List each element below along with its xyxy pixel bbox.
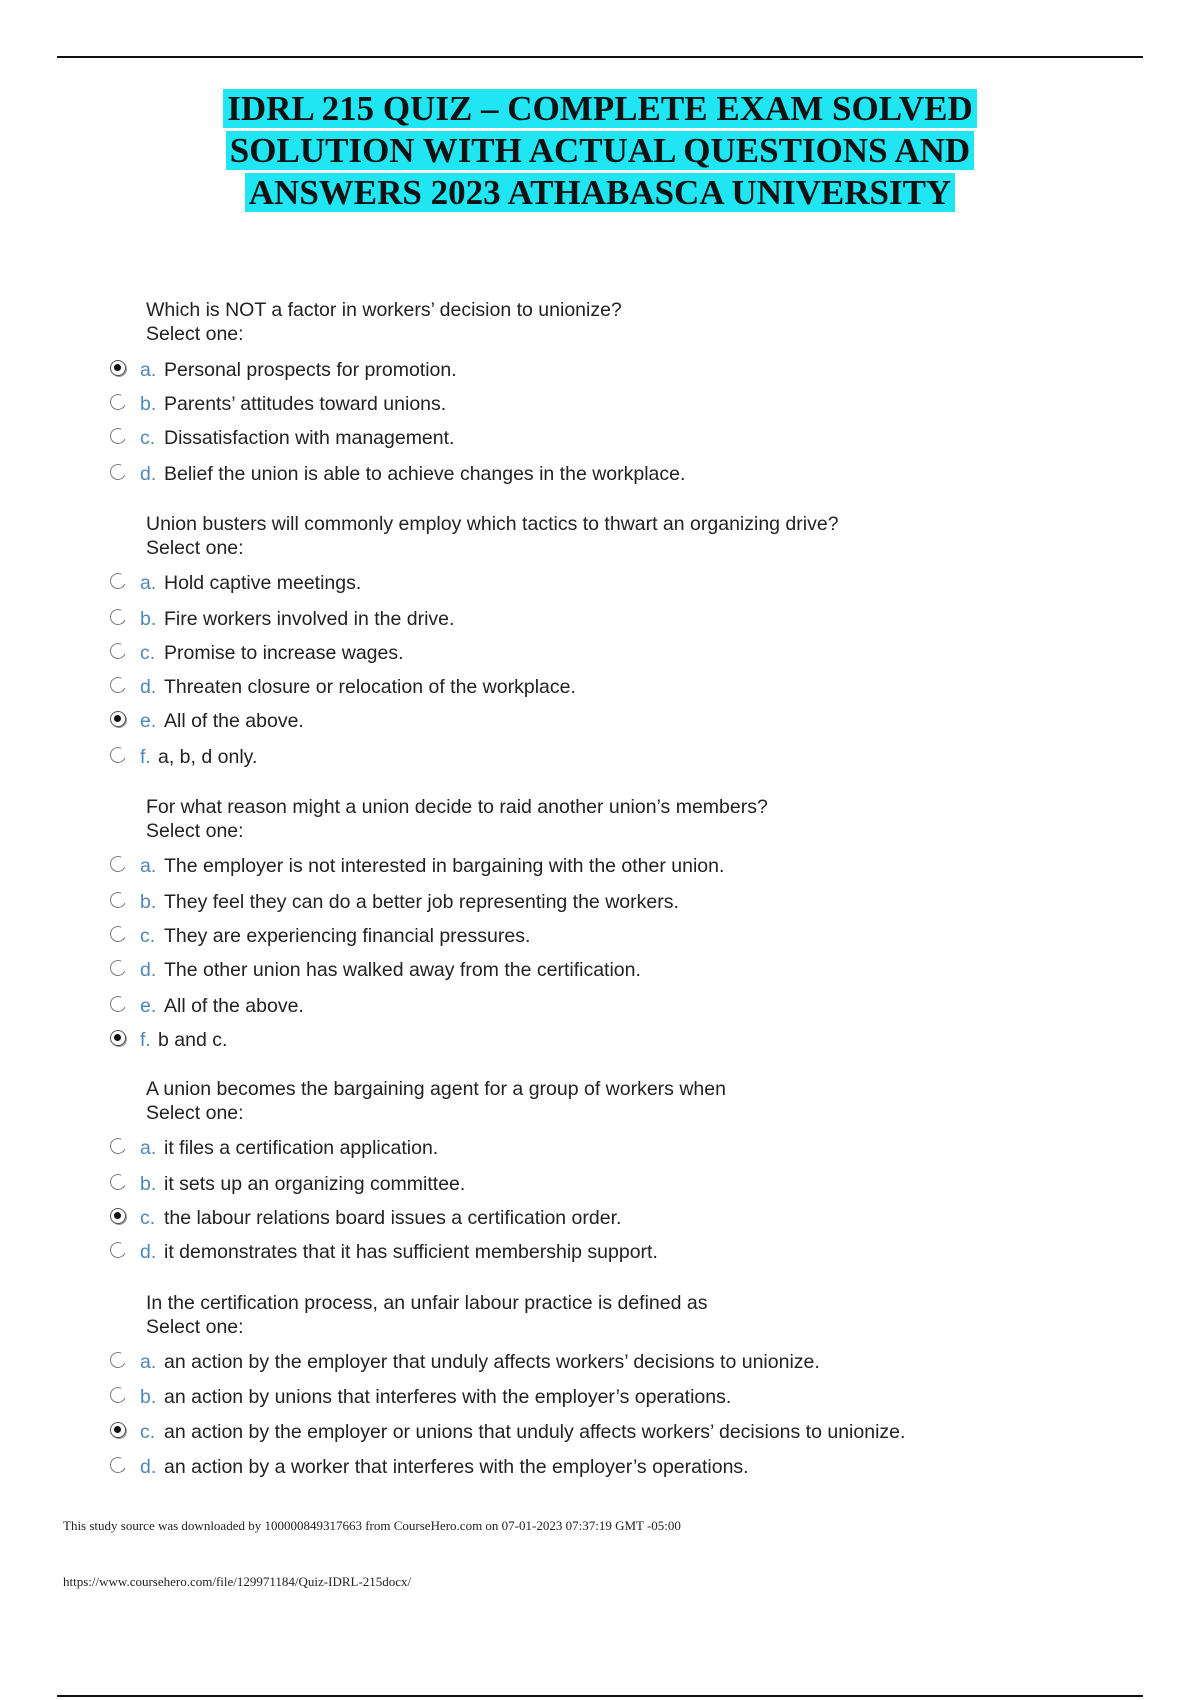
- option-b[interactable]: [0, 1172, 1200, 1202]
- option-text: a, b, d only.: [158, 746, 258, 768]
- option-letter: a.: [140, 855, 157, 877]
- option-text: Fire workers involved in the drive.: [164, 608, 455, 630]
- radio-button-icon[interactable]: [108, 1350, 129, 1371]
- option-letter: a.: [140, 1137, 157, 1159]
- option-letter: b.: [140, 608, 157, 630]
- option-letter: c.: [140, 642, 156, 664]
- radio-button-icon[interactable]: [110, 1030, 126, 1046]
- option-letter: e.: [140, 710, 157, 732]
- radio-button-icon[interactable]: [108, 924, 129, 945]
- option-b[interactable]: [0, 392, 1200, 422]
- option-d[interactable]: [0, 1240, 1200, 1270]
- radio-button-icon[interactable]: [108, 571, 129, 592]
- option-text: it demonstrates that it has sufficient membership support.: [164, 1241, 658, 1263]
- option-text: an action by unions that interferes with the employer’s operations.: [164, 1386, 732, 1408]
- radio-button-icon[interactable]: [108, 1136, 129, 1157]
- select-one-label: Select one:: [146, 1102, 244, 1124]
- option-text: Dissatisfaction with management.: [164, 427, 455, 449]
- radio-button-icon[interactable]: [110, 711, 126, 727]
- option-letter: d.: [140, 959, 157, 981]
- option-text: Personal prospects for promotion.: [164, 359, 457, 381]
- option-letter: b.: [140, 891, 157, 913]
- radio-button-icon[interactable]: [108, 1385, 129, 1406]
- option-text: b and c.: [158, 1029, 228, 1051]
- title-line-1: IDRL 215 QUIZ – COMPLETE EXAM SOLVED: [223, 89, 977, 128]
- option-text: Threaten closure or relocation of the workplace.: [164, 676, 576, 698]
- option-text: They feel they can do a better job representing the workers.: [164, 891, 679, 913]
- radio-button-icon[interactable]: [108, 462, 129, 483]
- option-letter: d.: [140, 1456, 157, 1478]
- option-letter: b.: [140, 393, 157, 415]
- radio-button-icon[interactable]: [108, 854, 129, 875]
- option-d[interactable]: [0, 462, 1200, 492]
- option-text: All of the above.: [164, 995, 304, 1017]
- option-d[interactable]: [0, 958, 1200, 988]
- source-url[interactable]: https://www.coursehero.com/file/129971184/Quiz-IDRL-215docx/: [63, 1574, 412, 1589]
- option-text: an action by the employer that unduly affects workers’ decisions to unionize.: [164, 1351, 820, 1373]
- option-a[interactable]: [0, 358, 1200, 388]
- option-c[interactable]: [0, 1420, 1200, 1450]
- option-letter: d.: [140, 463, 157, 485]
- option-c[interactable]: [0, 1206, 1200, 1236]
- option-letter: f.: [140, 746, 151, 768]
- option-a[interactable]: [0, 854, 1200, 884]
- option-text: it sets up an organizing committee.: [164, 1173, 466, 1195]
- title-line-3: ANSWERS 2023 ATHABASCA UNIVERSITY: [245, 173, 955, 212]
- option-d[interactable]: [0, 675, 1200, 705]
- option-letter: e.: [140, 995, 157, 1017]
- option-text: an action by the employer or unions that unduly affects workers’ decisions to unionize.: [164, 1421, 906, 1443]
- option-letter: a.: [140, 1351, 157, 1373]
- option-text: an action by a worker that interferes with the employer’s operations.: [164, 1456, 749, 1478]
- select-one-label: Select one:: [146, 537, 244, 559]
- select-one-label: Select one:: [146, 323, 244, 345]
- option-letter: d.: [140, 676, 157, 698]
- radio-button-icon[interactable]: [108, 958, 129, 979]
- radio-button-icon[interactable]: [108, 675, 129, 696]
- option-e[interactable]: [0, 709, 1200, 739]
- radio-button-icon[interactable]: [108, 1240, 129, 1261]
- radio-button-icon[interactable]: [108, 607, 129, 628]
- bottom-rule: [57, 1695, 1143, 1697]
- option-e[interactable]: [0, 994, 1200, 1024]
- option-text: Hold captive meetings.: [164, 572, 362, 594]
- option-letter: b.: [140, 1386, 157, 1408]
- option-letter: a.: [140, 572, 157, 594]
- top-rule: [57, 56, 1143, 58]
- option-letter: c.: [140, 1207, 156, 1229]
- radio-button-icon[interactable]: [110, 1208, 126, 1224]
- radio-button-icon[interactable]: [108, 745, 129, 766]
- option-b[interactable]: [0, 890, 1200, 920]
- option-text: Promise to increase wages.: [164, 642, 404, 664]
- question-text: A union becomes the bargaining agent for a group of workers when: [146, 1078, 726, 1100]
- option-f[interactable]: [0, 745, 1200, 775]
- option-letter: f.: [140, 1029, 151, 1051]
- title-line-2: SOLUTION WITH ACTUAL QUESTIONS AND: [226, 131, 974, 170]
- question-text: Union busters will commonly employ which tactics to thwart an organizing drive?: [146, 513, 839, 535]
- radio-button-icon[interactable]: [108, 1455, 129, 1476]
- option-letter: a.: [140, 359, 157, 381]
- radio-button-icon[interactable]: [108, 1172, 129, 1193]
- option-text: They are experiencing financial pressures.: [164, 925, 531, 947]
- option-a[interactable]: [0, 1350, 1200, 1380]
- document-title: [0, 88, 1200, 214]
- option-d[interactable]: [0, 1455, 1200, 1485]
- option-letter: c.: [140, 1421, 156, 1443]
- question-text: For what reason might a union decide to raid another union’s members?: [146, 796, 768, 818]
- option-c[interactable]: [0, 924, 1200, 954]
- select-one-label: Select one:: [146, 1316, 244, 1338]
- radio-button-icon[interactable]: [110, 360, 126, 376]
- option-text: All of the above.: [164, 710, 304, 732]
- option-c[interactable]: [0, 641, 1200, 671]
- radio-button-icon[interactable]: [108, 392, 129, 413]
- option-text: it files a certification application.: [164, 1137, 439, 1159]
- radio-button-icon[interactable]: [108, 641, 129, 662]
- option-letter: d.: [140, 1241, 157, 1263]
- option-c[interactable]: [0, 426, 1200, 456]
- option-f[interactable]: [0, 1028, 1200, 1058]
- option-b[interactable]: [0, 607, 1200, 637]
- option-b[interactable]: [0, 1385, 1200, 1415]
- radio-button-icon[interactable]: [110, 1422, 126, 1438]
- radio-button-icon[interactable]: [108, 426, 129, 447]
- option-text: The employer is not interested in bargaining with the other union.: [164, 855, 725, 877]
- select-one-label: Select one:: [146, 820, 244, 842]
- option-a[interactable]: [0, 1136, 1200, 1166]
- option-text: Belief the union is able to achieve changes in the workplace.: [164, 463, 686, 485]
- radio-button-icon[interactable]: [108, 994, 129, 1015]
- download-source-note: This study source was downloaded by 100000849317663 from CourseHero.com on 07-01-2023 07:37:19 GMT -05:00: [63, 1518, 681, 1533]
- question-text: Which is NOT a factor in workers’ decision to unionize?: [146, 299, 622, 321]
- radio-button-icon[interactable]: [108, 890, 129, 911]
- option-text: The other union has walked away from the certification.: [164, 959, 641, 981]
- option-text: the labour relations board issues a certification order.: [164, 1207, 622, 1229]
- option-letter: b.: [140, 1173, 157, 1195]
- option-text: Parents’ attitudes toward unions.: [164, 393, 447, 415]
- option-letter: c.: [140, 427, 156, 449]
- question-text: In the certification process, an unfair labour practice is defined as: [146, 1292, 708, 1314]
- option-a[interactable]: [0, 571, 1200, 601]
- option-letter: c.: [140, 925, 156, 947]
